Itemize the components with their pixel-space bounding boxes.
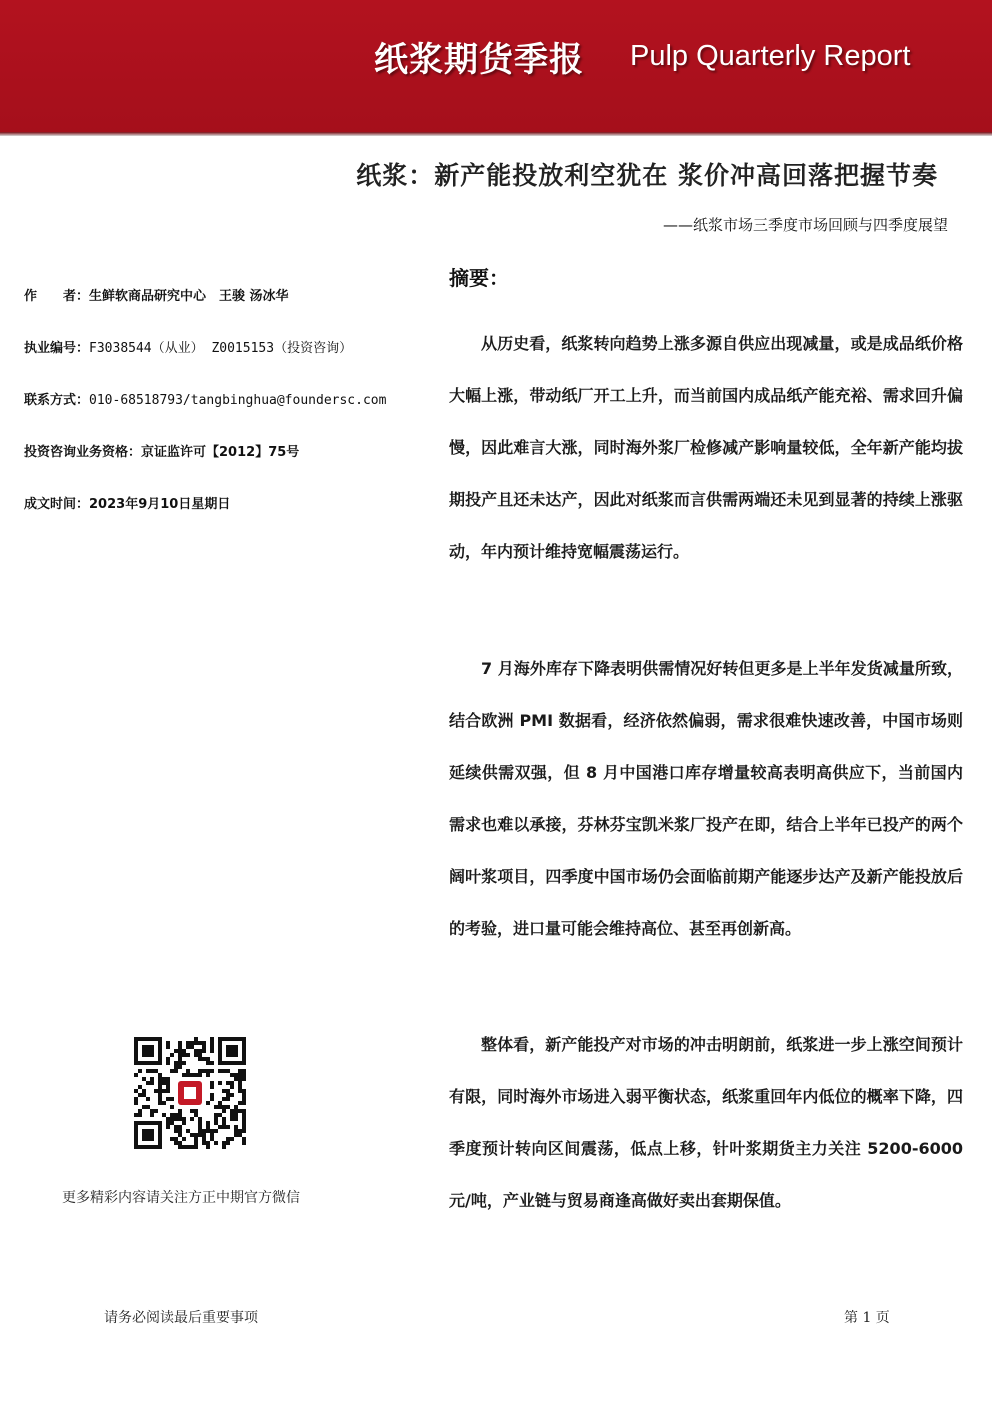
header-banner-shadow [0,132,992,136]
abstract-paragraph-1: 从历史看，纸浆转向趋势上涨多源自供应出现减量，或是成品纸价格大幅上涨，带动纸厂开工上升，而当前国内成品纸产能充裕、需求回升偏慢，因此难言大涨，同时海外浆厂检修减产影响量较低，全年新产能均拔期投产且还未达产，因此对纸浆而言供需两端还未见到显著的持续上涨驱动，年内预计维持宽幅震荡运行。 [449,334,963,561]
qr-caption: 更多精彩内容请关注方正中期官方微信 [62,1190,300,1206]
meta-license-label: 执业编号： [24,341,90,356]
meta-qualification-label: 投资咨询业务资格： [24,445,142,460]
meta-license [24,337,352,356]
meta-date-value: 2023年9月10日星期日 [89,497,231,512]
wechat-qr-code [134,1037,246,1149]
meta-author-label: 作 者： [24,289,90,304]
meta-license-value: F3038544（从业） Z0015153（投资咨询） [89,341,353,356]
meta-contact [24,389,386,408]
abstract-heading: 摘要： [449,266,509,290]
footer-notice: 请务必阅读最后重要事项 [104,1310,258,1326]
abstract-paragraph-2: 7 月海外库存下降表明供需情况好转但更多是上半年发货减量所致，结合欧洲 PMI 数据看，经济依然偏弱，需求很难快速改善，中国市场则延续供需双强，但 8 月中国港口库存增量较高表明高供应下，当前国内需求也难以承接，芬林芬宝凯米浆厂投产在即，结合上半年已投产的两个阔叶浆项目，四季度中国市场仍会面临前期产能逐步达产及新产能投放后的考验，进口量可能会维持高位、甚至再创新高。 [449,659,963,938]
footer-page-number: 第 1 页 [844,1310,890,1326]
article-subheadline: ——纸浆市场三季度市场回顾与四季度展望 [662,216,948,234]
meta-qualification-value: 京证监许可【2012】75号 [141,445,300,460]
report-title-en: Pulp Quarterly Report [630,40,911,72]
meta-date [24,493,230,512]
abstract-paragraph-3: 整体看，新产能投产对市场的冲击明朗前，纸浆进一步上涨空间预计有限，同时海外市场进入弱平衡状态，纸浆重回年内低位的概率下降，四季度预计转向区间震荡，低点上移，针叶浆期货主力关注 5200-6000 元/吨，产业链与贸易商逢高做好卖出套期保值。 [449,1035,963,1210]
meta-date-label: 成文时间： [24,497,90,512]
article-headline: 纸浆：新产能投放利空犹在 浆价冲高回落把握节奏 [356,161,938,190]
meta-contact-value: 010-68518793/tangbinghua@foundersc.com [89,393,387,408]
report-title-cn: 纸浆期货季报 [374,40,584,80]
meta-author [24,285,289,304]
meta-contact-label: 联系方式： [24,393,90,408]
meta-qualification [24,441,299,460]
qr-code-icon [134,1037,246,1149]
meta-author-value: 生鲜软商品研究中心 王骏 汤冰华 [89,289,289,304]
